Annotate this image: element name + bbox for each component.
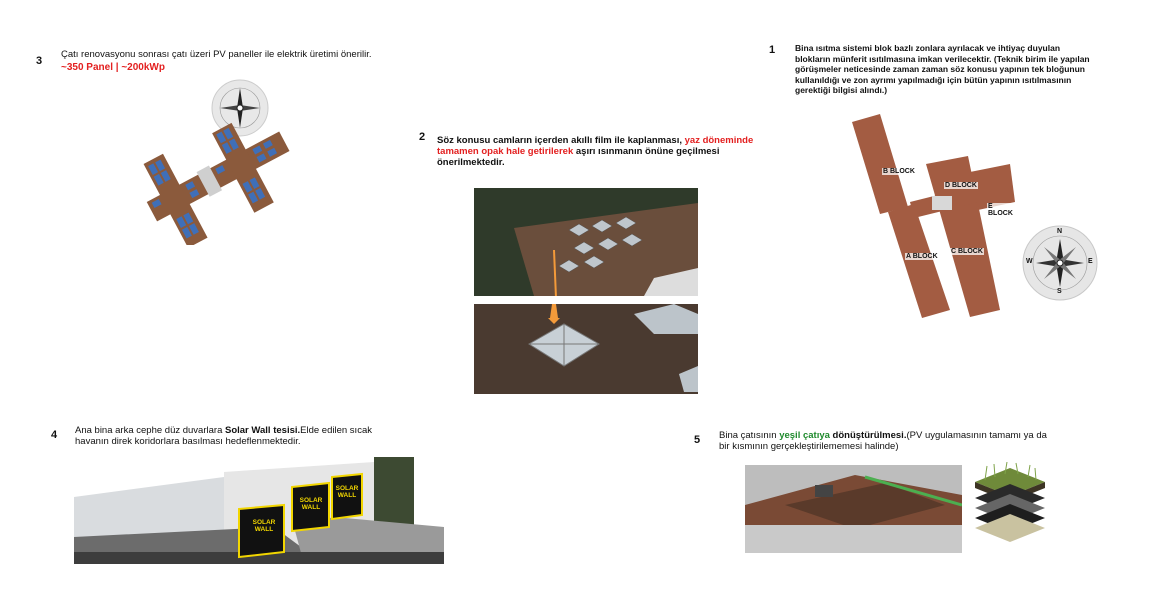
d-block-label: D BLOCK: [945, 182, 977, 189]
green-roof-layers-diagram: [970, 462, 1050, 547]
section-5-text-bold: dönüştürülmesi.: [829, 430, 907, 441]
section-3-text: Çatı renovasyonu sonrası çatı üzeri PV paneller ile elektrik üretimi önerilir.: [61, 49, 372, 60]
section-5-text: [719, 430, 1059, 452]
section-5-text-part-2: (PV uygulamasının tamamı ya da bir kısmının gerçekleştirilememesi halinde): [719, 430, 1047, 452]
solar-wall-panel-2: SOLAR WALL: [299, 497, 323, 511]
section-1-number: 1: [769, 44, 776, 56]
section-4-text-bold: Solar Wall tesisi.: [225, 425, 301, 436]
compass-n-label: N: [1057, 228, 1063, 235]
section-1-text: Bina ısıtma sistemi blok bazlı zonlara ayrılacak ve ihtiyaç duyulan blokların münferit ısıtılmasına imkan verilecektir. (Teknik birim ile yapılan görüşmeler neticesinde zaman zaman söz konusu yapının tek bloğunun kullanıldığı ve zon ayrımı yapılmadığı için bütün yapının ısıtılmasının gerektiği bilgisi alındı.): [795, 43, 1090, 95]
compass-w-label: W: [1026, 258, 1033, 265]
section-2-text-highlight: yaz döneminde tamamen opak hale getirilerek: [437, 135, 754, 157]
section-5-number: 5: [694, 434, 701, 446]
compass-e-label: E: [1088, 258, 1093, 265]
solar-wall-panel-3: SOLAR WALL: [335, 485, 359, 499]
green-roof-building-photo: [745, 465, 962, 553]
section-2-text-part-1: Söz konusu camların içerden akıllı film ile kaplanması,: [437, 135, 685, 146]
e-block-label: E BLOCK: [987, 203, 1020, 217]
section-2-text-part-2: aşırı ısınmanın önüne geçilmesi önerilmektedir.: [437, 146, 720, 168]
section-5-text-part-1: Bina çatısının: [719, 430, 780, 441]
block-plan-image: [850, 112, 1020, 322]
solar-wall-panel-1: SOLAR WALL: [252, 519, 276, 533]
skylight-closeup-photo: [474, 304, 698, 394]
compass-rose-icon: [1022, 225, 1098, 301]
section-2-number: 2: [419, 131, 426, 143]
section-3-number: 3: [36, 55, 43, 67]
compass-s-label: S: [1057, 288, 1062, 295]
b-block-label: B BLOCK: [883, 168, 915, 175]
pv-roof-plan-image: [135, 110, 305, 245]
solar-wall-facade-photo: [74, 457, 444, 564]
section-4-text-part-2: Elde edilen sıcak havanın direk koridorlara basılması hedeflenmektedir.: [75, 425, 372, 447]
section-3-highlight: ~350 Panel | ~200kWp: [61, 62, 165, 73]
section-4-text: [75, 425, 405, 447]
section-4-text-part-1: Ana bina arka cephe düz duvarlara: [75, 425, 225, 436]
section-5-text-green: yeşil çatıya: [779, 430, 830, 441]
c-block-label: C BLOCK: [951, 248, 983, 255]
section-2-text: [437, 135, 755, 168]
skylight-roof-photo: [474, 188, 698, 296]
section-4-number: 4: [51, 429, 58, 441]
a-block-label: A BLOCK: [906, 253, 938, 260]
